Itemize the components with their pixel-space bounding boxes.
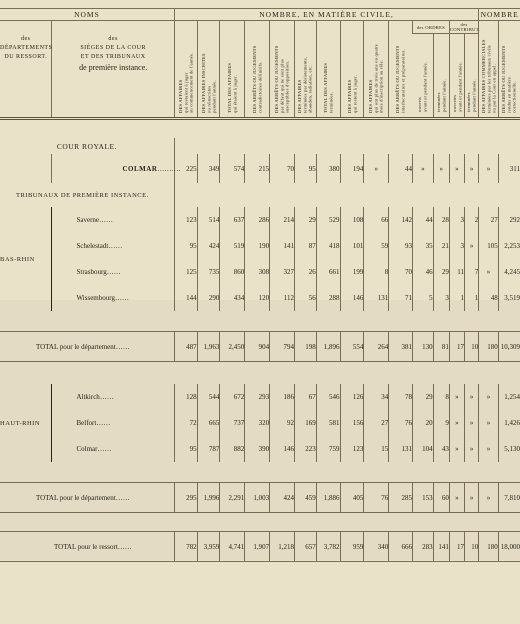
court-name: Colmar…… <box>52 436 174 462</box>
value-cell: 194 <box>340 154 364 183</box>
value-cell: 199 <box>340 259 364 285</box>
col-head-7 <box>316 21 340 119</box>
value-cell: 340 <box>364 532 389 562</box>
ressort-total-text: TOTAL pour le ressort <box>54 542 118 551</box>
value-cell: 292 <box>498 207 520 233</box>
value-cell: 283 <box>413 532 434 562</box>
value-cell: 131 <box>364 285 389 311</box>
value-cell: 860 <box>220 259 245 285</box>
department-total-row <box>0 332 520 362</box>
value-cell: 459 <box>295 483 317 513</box>
col-head-text: DES AFFAIRES qui restent à juger. <box>346 75 357 113</box>
col-head-text: DES AFFAIRES qui ont plus de trois ans ou quatre mois d'inscription au rôle. <box>368 43 384 113</box>
col-head-13 <box>449 34 464 119</box>
value-cell: » <box>413 154 434 183</box>
section-tribunaux: TRIBUNAUX DE PREMIÈRE INSTANCE. <box>16 191 149 199</box>
col-head-text: terminées pendant l'année. <box>466 79 477 112</box>
value-cell: » <box>465 410 479 436</box>
value-cell: 60 <box>433 483 449 513</box>
value-cell: 10 <box>465 332 479 362</box>
value-cell: 142 <box>389 207 413 233</box>
value-cell: 18,000 <box>498 532 520 562</box>
value-cell: » <box>465 154 479 183</box>
value-cell: 405 <box>340 483 364 513</box>
value-cell: 223 <box>295 436 317 462</box>
col-head-3 <box>220 21 245 119</box>
col-head-16 <box>498 21 520 119</box>
value-cell: 20 <box>413 410 434 436</box>
value-cell: 56 <box>295 285 317 311</box>
value-cell: 1,996 <box>197 483 220 513</box>
value-cell: 10 <box>465 532 479 562</box>
value-cell: 59 <box>364 233 389 259</box>
value-cell: 308 <box>245 259 270 285</box>
value-cell: » <box>449 436 464 462</box>
value-cell: 4,245 <box>498 259 520 285</box>
value-cell: 1,886 <box>316 483 340 513</box>
value-cell: 672 <box>220 384 245 410</box>
value-cell: 146 <box>270 436 295 462</box>
value-cell: » <box>479 483 498 513</box>
value-cell: 290 <box>197 285 220 311</box>
value-cell: 108 <box>340 207 364 233</box>
value-cell: 17 <box>449 532 464 562</box>
col-head-10 <box>389 21 413 119</box>
value-cell: 104 <box>413 436 434 462</box>
value-cell: 92 <box>270 410 295 436</box>
header-sieges <box>52 21 174 119</box>
value-cell: 1 <box>465 285 479 311</box>
ressort-total-label: TOTAL pour le ressort…… <box>0 532 174 562</box>
col-head-text: DES ARRÊTS OU JUGEMENTS rendus en matière correctionnelle. <box>501 45 517 113</box>
total-label: TOTAL pour le département…… <box>0 483 174 513</box>
value-cell: » <box>479 410 498 436</box>
value-cell: 418 <box>316 233 340 259</box>
department-name <box>0 384 52 462</box>
value-cell: 26 <box>295 259 317 285</box>
value-cell: 349 <box>197 154 220 183</box>
value-cell: 1,896 <box>316 332 340 362</box>
value-cell: 554 <box>340 332 364 362</box>
value-cell: » <box>465 384 479 410</box>
col-head-11 <box>413 34 434 119</box>
table-row <box>0 384 520 410</box>
value-cell: 146 <box>340 285 364 311</box>
header-departements <box>0 21 52 119</box>
value-cell: 882 <box>220 436 245 462</box>
value-cell: » <box>479 436 498 462</box>
col-head-14 <box>465 34 479 119</box>
value-cell: 514 <box>197 207 220 233</box>
value-cell: 390 <box>245 436 270 462</box>
value-cell: 320 <box>245 410 270 436</box>
value-cell: » <box>364 154 389 183</box>
value-cell: 8 <box>433 384 449 410</box>
value-cell: 4,741 <box>220 532 245 562</box>
value-cell: 35 <box>413 233 434 259</box>
department-label: BAS-RHIN <box>0 255 35 263</box>
court-label: Schelestadt <box>76 242 109 250</box>
value-cell: 120 <box>245 285 270 311</box>
value-cell: 1,003 <box>245 483 270 513</box>
table-body <box>0 119 520 562</box>
value-cell: 28 <box>433 207 449 233</box>
value-cell: 295 <box>174 483 197 513</box>
col-head-6 <box>295 21 317 119</box>
section-cour-royale: COUR ROYALE. <box>56 141 118 151</box>
value-cell: 112 <box>270 285 295 311</box>
value-cell: 214 <box>270 207 295 233</box>
value-cell: 529 <box>316 207 340 233</box>
label-des: des <box>20 36 31 42</box>
header-nombre-civile: NOMBRE, EN MATIÈRE CIVILE, <box>174 9 478 21</box>
court-name: Belfort…… <box>52 410 174 436</box>
value-cell: 78 <box>389 384 413 410</box>
col-head-9 <box>364 21 389 119</box>
value-cell: 44 <box>389 154 413 183</box>
value-cell: 380 <box>316 154 340 183</box>
value-cell: 487 <box>174 332 197 362</box>
value-cell: 186 <box>270 384 295 410</box>
value-cell: 93 <box>389 233 413 259</box>
col-head-12 <box>433 34 449 119</box>
value-cell: 574 <box>220 154 245 183</box>
value-cell: 131 <box>389 436 413 462</box>
value-cell: 70 <box>270 154 295 183</box>
court-name: Saverne…… <box>52 207 174 233</box>
value-cell: 3 <box>433 285 449 311</box>
value-cell: » <box>449 384 464 410</box>
value-cell: » <box>433 154 449 183</box>
value-cell: 76 <box>389 410 413 436</box>
civil-statistics-table <box>0 8 520 562</box>
value-cell: 130 <box>413 332 434 362</box>
value-cell: 3,959 <box>197 532 220 562</box>
value-cell: 546 <box>316 384 340 410</box>
spacer-row <box>0 462 520 483</box>
value-cell: 544 <box>197 384 220 410</box>
value-cell: » <box>449 483 464 513</box>
value-cell: 144 <box>174 285 197 311</box>
spacer-row <box>0 362 520 385</box>
court-name: COLMAR………. <box>52 154 174 183</box>
subheader-contributions: des CONTRIBUT. <box>449 22 480 32</box>
label-departements: DÉPARTEMENTS <box>0 45 53 51</box>
value-cell: 44 <box>413 207 434 233</box>
col-head-text: TOTAL DES AFFAIRES qui étaient à juger. <box>227 62 238 113</box>
value-cell: 904 <box>245 332 270 362</box>
value-cell: 3,782 <box>316 532 340 562</box>
value-cell: 288 <box>316 285 340 311</box>
spacer-row <box>0 119 520 139</box>
value-cell: 2,253 <box>498 233 520 259</box>
court-name: Strasbourg…… <box>52 259 174 285</box>
value-cell: 95 <box>174 436 197 462</box>
value-cell: 125 <box>174 259 197 285</box>
value-cell: 128 <box>174 384 197 410</box>
value-cell: 123 <box>174 207 197 233</box>
value-cell: 169 <box>295 410 317 436</box>
col-head-text: DES AFFAIRES terminées par désistements, abandon, radiation, etc. <box>297 56 314 113</box>
department-name <box>0 207 52 311</box>
value-cell: 11 <box>449 259 464 285</box>
header-nombre: NOMBRE <box>480 10 519 19</box>
value-cell: 48 <box>479 285 498 311</box>
value-cell: 156 <box>340 410 364 436</box>
value-cell: 327 <box>270 259 295 285</box>
col-head-4 <box>245 21 270 119</box>
court-label: Belfort <box>76 419 97 427</box>
value-cell: 959 <box>340 532 364 562</box>
col-head-text: TOTAL DES AFFAIRES terminées. <box>322 62 334 113</box>
value-cell: 34 <box>364 384 389 410</box>
value-cell: 17 <box>449 332 464 362</box>
value-cell: 285 <box>389 483 413 513</box>
value-cell: 46 <box>413 259 434 285</box>
col-head-text: DES ARRÊTS OU JUGEMENTS par défaut qui ne sont plus susceptibles d'opposition. <box>274 45 290 113</box>
court-label: Colmar <box>76 445 98 453</box>
table-row <box>0 436 520 462</box>
col-head-15 <box>479 21 498 119</box>
col-head-text: ouvertes avant et pendant l'année. <box>451 61 462 112</box>
value-cell: 70 <box>389 259 413 285</box>
value-cell: 1,963 <box>197 332 220 362</box>
value-cell: 782 <box>174 532 197 562</box>
value-cell: 1,254 <box>498 384 520 410</box>
label-des-2: des <box>108 36 118 42</box>
value-cell: 787 <box>197 436 220 462</box>
court-label: Wissembourg <box>76 294 115 302</box>
section-row-tribunaux <box>0 183 520 207</box>
value-cell: 198 <box>295 332 317 362</box>
value-cell: 95 <box>174 233 197 259</box>
value-cell: 95 <box>295 154 317 183</box>
value-cell: 29 <box>295 207 317 233</box>
value-cell: 225 <box>174 154 197 183</box>
value-cell: 105 <box>479 233 498 259</box>
court-label: COLMAR <box>122 164 158 173</box>
value-cell: 637 <box>220 207 245 233</box>
value-cell: 141 <box>433 532 449 562</box>
spacer-row <box>0 311 520 332</box>
department-label: HAUT-RHIN <box>0 419 41 427</box>
table-row <box>0 154 520 183</box>
value-cell: 76 <box>364 483 389 513</box>
value-cell: 180 <box>479 332 498 362</box>
value-cell: 29 <box>433 259 449 285</box>
table-row <box>0 233 520 259</box>
value-cell: 381 <box>389 332 413 362</box>
value-cell: 141 <box>270 233 295 259</box>
total-label-text: TOTAL pour le département <box>36 493 116 502</box>
value-cell: 286 <box>245 207 270 233</box>
value-cell: 264 <box>364 332 389 362</box>
court-name: Altkirch…… <box>52 384 174 410</box>
value-cell: 126 <box>340 384 364 410</box>
value-cell: 424 <box>270 483 295 513</box>
col-head-text: DES ARRÊTS OU JUGEMENTS interlocutoires et préparatoires. <box>395 45 406 113</box>
table-row <box>0 285 520 311</box>
value-cell: 215 <box>245 154 270 183</box>
value-cell: 737 <box>220 410 245 436</box>
value-cell: 153 <box>413 483 434 513</box>
court-name: Schelestadt…… <box>52 233 174 259</box>
col-head-2 <box>197 21 220 119</box>
col-head-text: terminées pendant l'année. <box>435 79 447 112</box>
value-cell: » <box>449 154 464 183</box>
col-head-5 <box>270 21 295 119</box>
value-cell: 581 <box>316 410 340 436</box>
value-cell: 2,450 <box>220 332 245 362</box>
value-cell: 657 <box>295 532 317 562</box>
value-cell: » <box>465 483 479 513</box>
court-label: Altkirch <box>76 393 100 401</box>
value-cell: 735 <box>197 259 220 285</box>
value-cell: 666 <box>389 532 413 562</box>
department-total-row <box>0 483 520 513</box>
label-sieges: SIÉGES DE LA COUR <box>80 45 146 51</box>
value-cell: 3,519 <box>498 285 520 311</box>
value-cell: 311 <box>498 154 520 183</box>
subheader-ordres: des ORDRES <box>413 21 450 34</box>
value-cell: 123 <box>340 436 364 462</box>
court-label: Strasbourg <box>76 268 107 276</box>
value-cell: 1,426 <box>498 410 520 436</box>
value-cell: 1,907 <box>245 532 270 562</box>
value-cell: 101 <box>340 233 364 259</box>
value-cell: 5 <box>413 285 434 311</box>
col-head-1 <box>174 21 197 119</box>
value-cell: 424 <box>197 233 220 259</box>
value-cell: 1 <box>449 285 464 311</box>
total-label: TOTAL pour le département…… <box>0 332 174 362</box>
value-cell: 759 <box>316 436 340 462</box>
label-du-ressort: DU RESSORT. <box>4 54 48 60</box>
value-cell: » <box>465 233 479 259</box>
col-head-text: DES ARRÊTS OU JUGEMENTS contradictoires définitifs. <box>251 45 263 113</box>
value-cell: 43 <box>433 436 449 462</box>
header-noms: NOMS <box>0 9 174 21</box>
value-cell: 3 <box>449 207 464 233</box>
value-cell: 71 <box>389 285 413 311</box>
value-cell: 5,130 <box>498 436 520 462</box>
value-cell: 434 <box>220 285 245 311</box>
value-cell: 15 <box>364 436 389 462</box>
value-cell: 21 <box>433 233 449 259</box>
value-cell: 1,218 <box>270 532 295 562</box>
table-row <box>0 259 520 285</box>
value-cell: 519 <box>220 233 245 259</box>
value-cell: 27 <box>364 410 389 436</box>
value-cell: 66 <box>364 207 389 233</box>
value-cell: 7 <box>465 259 479 285</box>
ressort-total-row <box>0 532 520 562</box>
value-cell: 8 <box>364 259 389 285</box>
value-cell: 293 <box>245 384 270 410</box>
col-head-text: DES AFFAIRES COMMERCIALES terminées par les tribunaux civils ou par la Cour en appel. <box>480 39 497 113</box>
col-head-text: DES AFFAIRES qui restaient à juger au commencement de l'année. <box>177 52 194 113</box>
value-cell: » <box>479 259 498 285</box>
value-cell: 794 <box>270 332 295 362</box>
value-cell: » <box>465 436 479 462</box>
value-cell: 81 <box>433 332 449 362</box>
value-cell: 87 <box>295 233 317 259</box>
value-cell: 190 <box>245 233 270 259</box>
value-cell: 2,291 <box>220 483 245 513</box>
value-cell: » <box>449 410 464 436</box>
section-row-cour <box>0 138 520 154</box>
value-cell: 2 <box>465 207 479 233</box>
court-name: Wissembourg…… <box>52 285 174 311</box>
label-premiere-instance: de première instance. <box>79 63 148 72</box>
value-cell: 661 <box>316 259 340 285</box>
value-cell: 67 <box>295 384 317 410</box>
value-cell: 27 <box>479 207 498 233</box>
value-cell: » <box>479 384 498 410</box>
total-label-text: TOTAL pour le département <box>36 342 116 351</box>
court-label: Saverne <box>76 216 100 224</box>
value-cell: 3 <box>449 233 464 259</box>
spacer-row <box>0 513 520 532</box>
value-cell: 7,810 <box>498 483 520 513</box>
value-cell: 665 <box>197 410 220 436</box>
value-cell: 29 <box>413 384 434 410</box>
value-cell: 72 <box>174 410 197 436</box>
value-cell: » <box>479 154 498 183</box>
value-cell: 180 <box>479 532 498 562</box>
table-row <box>0 410 520 436</box>
table-row <box>0 207 520 233</box>
value-cell: 10,309 <box>498 332 520 362</box>
value-cell: 9 <box>433 410 449 436</box>
col-head-8 <box>340 21 364 119</box>
col-head-text: DES AFFAIRES INSCRITES ou réinscrites pendant l'année. <box>200 53 217 113</box>
label-tribunaux: ET DES TRIBUNAUX <box>80 54 146 60</box>
col-head-text: ouverts avant et pendant l'année. <box>417 61 428 112</box>
